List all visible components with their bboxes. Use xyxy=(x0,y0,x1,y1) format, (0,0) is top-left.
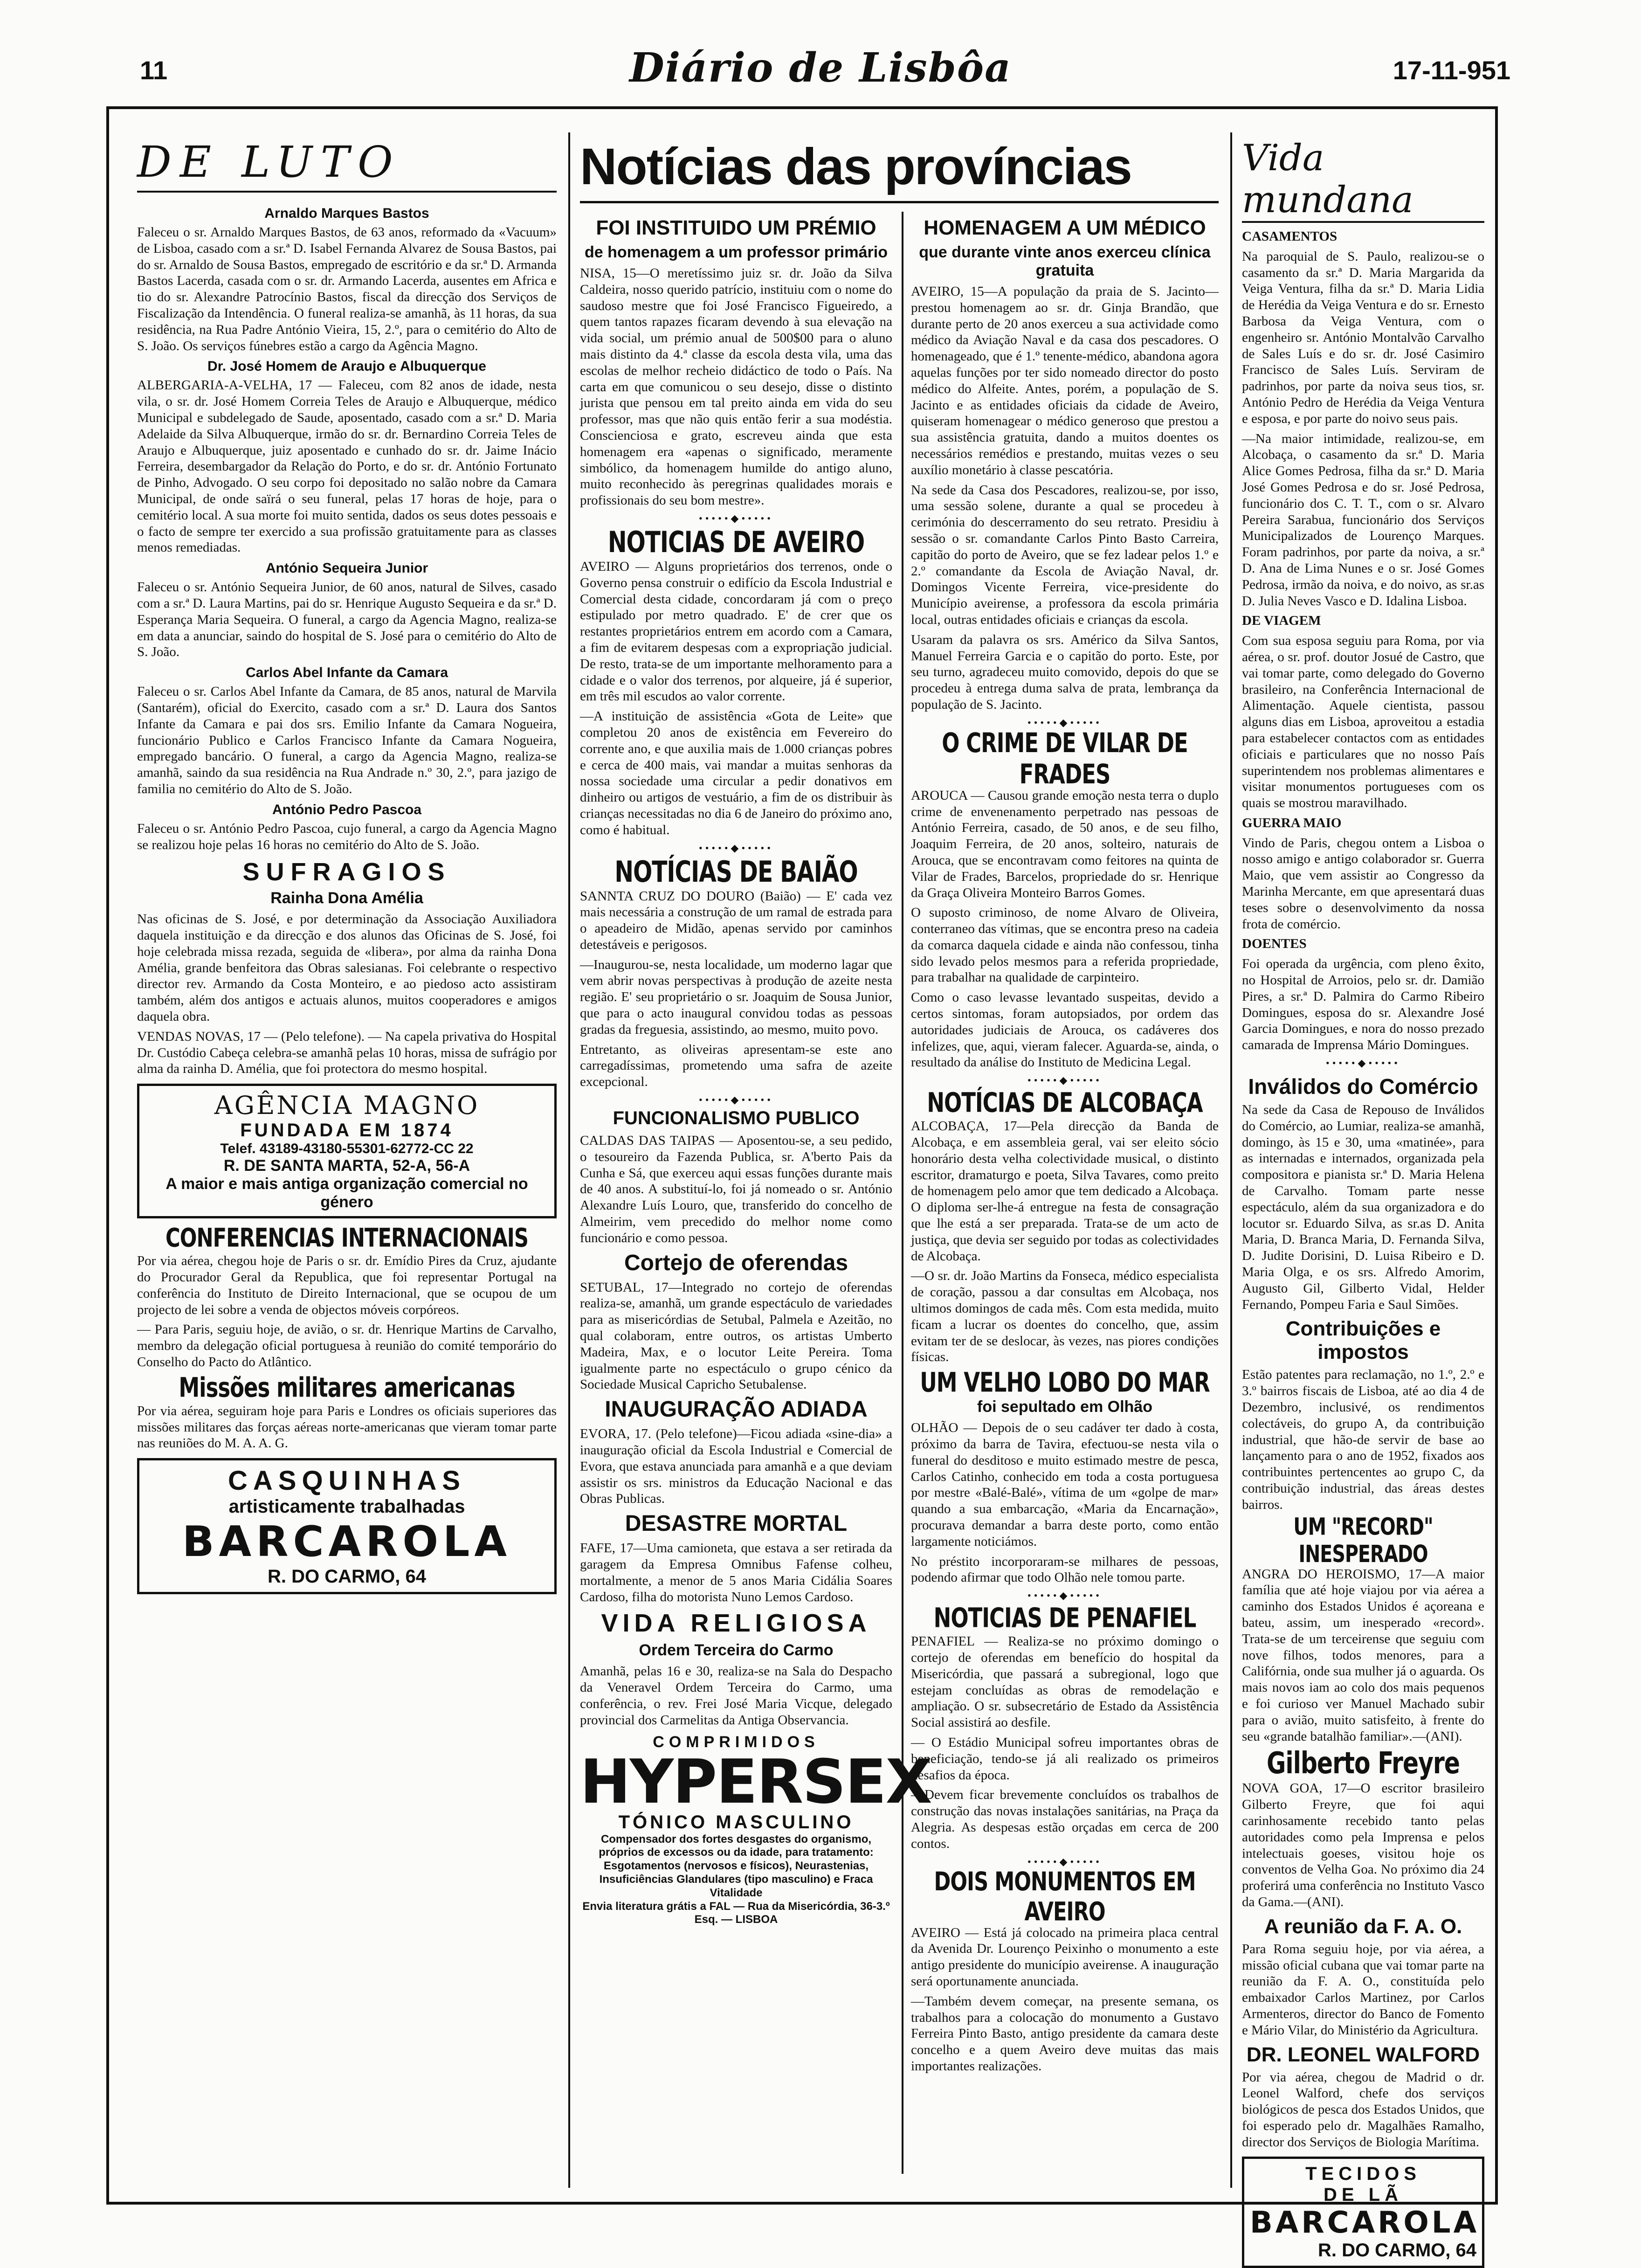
obituary-name: Arnaldo Marques Bastos xyxy=(264,206,429,221)
homenagem-subtitle: que durante vinte anos exerceu clínica gratuita xyxy=(919,243,1211,279)
baiao-text: Entretanto, as oliveiras apresentam-se este ano carregadíssimas, prometendo uma safra de azeite excepcional. xyxy=(580,1042,892,1090)
conferencias-text: — Para Paris, seguiu hoje, de avião, o sr. dr. Henrique Martins de Carvalho, membro da delegação oficial portuguesa à reunião do comité temporário do Conselho do Pacto do Atlântico. xyxy=(137,1322,557,1370)
monumentos-text: —Também devem começar, na presente semana, os trabalhos para a colocação do monumento a Gustavo Ferreira Pinto Basto, antigo presidente da camara deste concelho e a quem Aveiro deve muitas das mais importantes realizações. xyxy=(911,1993,1219,2074)
obituary-name: António Pedro Pascoa xyxy=(272,802,422,817)
separator: •••••◆••••• xyxy=(699,512,773,524)
ad-hypersex-contact: Envia literatura grátis a FAL — Rua da Misericórdia, 36-3.º Esq. — LISBOA xyxy=(582,1900,890,1926)
separator: •••••◆••••• xyxy=(699,842,773,854)
homenagem-text: Usaram da palavra os srs. Américo da Silva Santos, Manuel Ferreira Garcia e o capitão do porto. Este, por seu turno, agradeceu muito comovido, depois do que se procedeu à entrega duma salva de prata, lembrança da população de S. Jacinto. xyxy=(911,632,1219,712)
crime-text: Como o caso levasse levantado suspeitas, devido a certos sintomas, foram autopsiados, por ordem das autoridades judiciais de Arouca, os cadáveres dos infelizes, que, aqui, vieram falecer. Aguarda-se, ainda, o resultado da análise do Instituto de Medicina Legal. xyxy=(911,990,1219,1070)
ad-tecidos-line1: TECIDOS xyxy=(1305,2164,1421,2185)
baiao-title: NOTÍCIAS DE BAIÃO xyxy=(614,854,858,889)
casamentos-text: Na paroquial de S. Paulo, realizou-se o casamento da sr.ª D. Maria Margarida da Veiga Ventura, filha da sr.ª D. Maria Lidia de Herédia da Veiga Ventura e do sr. Ernesto Barbosa da Veiga Ventura, com o engenheiro sr. António Montalvão Carvalho de Sales Luís e do sr. dr. José Casimiro Francisco de Sales Luís. Serviram de padrinhos, por parte da noiva seus tios, sr. António Pedro de Herédia da Veiga Ventura e esposa, e por parte do noivo seus pais. xyxy=(1242,249,1484,426)
invalidos-text: Na sede da Casa de Repouso de Inválidos do Comércio, ao Lumiar, realiza-se amanhã, domingo, às 15 e 30, uma «matinée», para as internadas e internados, organizada pela compositora e pianista sr.ª D. Maria Helena de Carvalho. Tomam parte nesse espectáculo, além da sua organizadora e do locutor sr. Eduardo Silva, as sr.as D. Anita Maria, D. Branca Maria, D. Fernanda Silva, D. Judite Dorisini, D. Luisa Ribeiro e D. Maria Olga, e os srs. Alfredo Amorim, Augusto Gil, Gilberto Vidal, Helder Fernando, Pompeu Faria e Saul Simões. xyxy=(1242,1102,1484,1312)
gilberto-text: NOVA GOA, 17—O escritor brasileiro Gilberto Freyre, que foi aqui carinhosamente recebido tanto pelas autoridades como pela Imprensa e pelos intelectuais goeses, visitou hoje os conventos de Velha Goa. No próximo dia 24 proferirá uma conferência no Instituto Vasco da Gama.—(ANI). xyxy=(1242,1781,1484,1909)
walford-title: DR. LEONEL WALFORD xyxy=(1246,2043,1480,2066)
record-title: UM "RECORD" INESPERADO xyxy=(1293,1513,1433,1568)
ad-agencia-founded: FUNDADA EM 1874 xyxy=(240,1120,454,1141)
column-rule xyxy=(1230,132,1232,2188)
cortejo-title: Cortejo de oferendas xyxy=(624,1250,848,1275)
column-rule xyxy=(568,132,570,2188)
guerra-text: Vindo de Paris, chegou ontem a Lisboa o nosso amigo e antigo colaborador sr. Guerra Maio, que vem assistir ao Congresso da Marinha Mercante, em que apresentará duas teses sobre o desenvolvimento da nossa frota de comércio. xyxy=(1242,835,1484,932)
obituary-text: ALBERGARIA-A-VELHA, 17 — Faleceu, com 82 anos de idade, nesta vila, o sr. dr. José Homem Correia Teles de Araujo e Albuquerque, médico Municipal e subdelegado de Saude, aposentado, casado com a sr.ª D. Maria Adelaide da Silva Albuquerque, irmão do sr. dr. Bernardino Correia Teles de Araujo e Albuquerque, juiz aposentado e cunhado do sr. dr. Jaime Inácio Ferreira, desembargador da Relação do Porto, e do sr. dr. António Fortunato de Pinho, Advogado. O seu corpo foi depositado no salão nobre da Camara Municipal, de onde saïrá o seu funeral, pelas 17 horas de hoje, para o cemitério local. A sua morte foi muito sentida, dados os seus dotes pessoais e o facto de sempre ter exercido a sua profissão gratuitamente para as classes menos remediadas. xyxy=(137,378,557,555)
fao-text: Para Roma seguiu hoje, por via aérea, a missão oficial cubana que vai tomar parte na reunião da F. A. O., constituída pelo embaixador Carlos Martinez, por Carlos Armenteros, director do Banco de Fomento e Mário Vilar, do Ministério da Agricultura. xyxy=(1242,1941,1484,2038)
provincias-right-subcolumn xyxy=(911,216,1219,2078)
ad-hypersex-desc: Compensador dos fortes desgastes do organismo, próprios de excessos ou da idade, para tratamento: Esgotamentos (nervosos e físicos), Neurastenias, Insuficiências Glandulares (tipo masculino) e Fraca Vitalidade xyxy=(599,1832,874,1899)
column-right xyxy=(1242,137,1484,2261)
separator: •••••◆••••• xyxy=(1027,1074,1102,1086)
lobo-subtitle: foi sepultado em Olhão xyxy=(977,1398,1152,1416)
ad-casquinhas xyxy=(137,1458,557,1594)
homenagem-text: AVEIRO, 15—A população da praia de S. Jacinto—prestou homenagem ao sr. dr. Ginja Brandão, que durante perto de 20 anos exerceu a sua actividade como médico da Aviação Naval e da casa dos pescadores. O homenageado, que é 1.º tenente-médico, abandona agora aquelas funções por ter sido nomeado director do posto médico do Alfeite. Antes, porém, a população de S. Jacinto e as entidades oficiais da cidade de Aveiro, quiseram homenagear o médico generoso que prestou a sua assistência gratuita, dando a muitos doentes os necessários remédios e prestando, muitas vezes o seu auxílio monetário à classe pescatória. xyxy=(911,284,1219,477)
ad-tecidos-line2: DE LÃ xyxy=(1324,2185,1403,2206)
premio-subtitle: de homenagem a um professor primário xyxy=(585,243,888,261)
inauguracao-text: EVORA, 17. (Pelo telefone)—Ficou adiada «sine-dia» a inauguração oficial da Escola Industrial e Comercial de Evora, que estava anunciada para amanhã e a que deviam assistir os srs. ministros da Educação Nacional e das Obras Publicas. xyxy=(580,1426,892,1507)
guerra-label: GUERRA MAIO xyxy=(1242,815,1342,830)
sufragios-text: Nas oficinas de S. José, e por determinação da Associação Auxiliadora daquela instituição e da direcção e dos alunos das Oficinas de S. José, foi hoje celebrada missa rezada, seguida de «libera», por alma da rainha Dona Amélia, grande benfeitora das Obras salesianas. Foi celebrante o respectivo director rev. Armando da Costa Monteiro, e ao piedoso acto assistiram também, além dos antigos e actuais alunos, muitos cooperadores e amigos daquela obra. xyxy=(137,912,557,1024)
separator: •••••◆••••• xyxy=(1326,1057,1400,1069)
aveiro-text: —A instituição de assistência «Gota de Leite» que completou 20 anos de existência em Fevereiro do corrente ano, e que auxilia mais de 1.000 crianças pobres e cerca de 400 mais, vai mandar a muitas senhoras da nossa sociedade uma circular a pedir donativos em dinheiro ou artigos de vestuário, a fim de os distribuir às crianças necessitadas no dia 6 de Janeiro do próximo ano, como é habitual. xyxy=(580,709,893,837)
premio-text: NISA, 15—O meretíssimo juiz sr. dr. João da Silva Caldeira, nosso querido patrício, instituiu com o nome do saudoso mestre que foi José Francisco Figueiredo, a quem tantos rapazes ficaram devendo à sua elevação na vida social, um prémio anual de 500$00 para o aluno mais distinto da 4.ª classe da escola desta vila, uma das escolas de melhor recheio didáctico de todo o País. Na carta em que comunicou o seu desejo, disse o distinto jurista que pensou em tal preito ainda em vida do seu professor, mas que não quis então ferir a sua modéstia. Conscienciosa e grato, escreveu ainda que esta homenagem era «apenas o significado, meramente simbólico, da homenagem humilde do antigo aluno, muito reconhecido às peregrinas qualidades morais e profissionais do seu bom mestre». xyxy=(580,266,892,508)
ad-hypersex-brand: HYPERSEX xyxy=(580,1746,931,1817)
obituary-name: Carlos Abel Infante da Camara xyxy=(245,665,448,681)
lobo-text: No préstito incorporaram-se milhares de pessoas, podendo afirmar que todo Olhão nele tomou parte. xyxy=(911,1554,1219,1585)
invalidos-title: Inválidos do Comércio xyxy=(1248,1074,1478,1099)
casamentos-label: CASAMENTOS xyxy=(1242,229,1338,244)
page-number: 11 xyxy=(140,55,168,85)
inauguracao-title: INAUGURAÇÃO ADIADA xyxy=(605,1397,868,1422)
penafiel-title: NOTICIAS DE PENAFIEL xyxy=(933,1602,1196,1634)
ad-hypersex xyxy=(580,1733,931,1927)
fao-title: A reunião da F. A. O. xyxy=(1264,1915,1462,1938)
section-title-missoes: Missões militares americanas xyxy=(179,1372,515,1404)
alcobaca-text: ALCOBAÇA, 17—Pela direcção da Banda de Alcobaça, e em assembleia geral, vai ser eleito sócio honorário desta velha colectividade musical, o distinto escritor, dramaturgo e poeta, Silva Tavares, como preito de homenagem pelo amor que tem dedicado a Alcobaça. O diploma ser-lhe-á entregue na festa de consagração que lhe está a ser preparada. Trata-se de um acto de justiça, que devia ser seguido por todas as colectividades de Alcobaça. xyxy=(911,1119,1219,1264)
ad-hypersex-line3: TÓNICO MASCULINO xyxy=(618,1812,854,1832)
vida-religiosa-subtitle: Ordem Terceira do Carmo xyxy=(639,1641,834,1660)
viagem-label: DE VIAGEM xyxy=(1242,613,1321,629)
separator: •••••◆••••• xyxy=(1027,716,1102,728)
doentes-label: DOENTES xyxy=(1242,936,1307,952)
lobo-text: OLHÃO — Depois de o seu cadáver ter dado à costa, próximo da barra de Tavira, efectuou-se nesta vila o funeral do desditoso e muito estimado mestre de pesca, Carlos Catinho, conhecido em toda a costa portuguesa por mestre «Balé-Balé», vítima de um «golpe de mar» quando a sua embarcação, «Maria da Encarnação», procurava demandar a barra deste porto, como então largamente noticiámos. xyxy=(911,1420,1219,1549)
page-frame xyxy=(106,106,1498,2261)
separator: •••••◆••••• xyxy=(1027,1855,1102,1867)
missoes-text: Por via aérea, seguiram hoje para Paris e Londres os oficiais superiores das missões militares das forças aéreas norte-americanas que vieram tomar parte nas reuniões do M. A. A. G. xyxy=(137,1403,557,1451)
section-title-vida-mundana: Vida mundana xyxy=(1242,137,1484,223)
viagem-text: Com sua esposa seguiu para Roma, por via aérea, o sr. prof. doutor Josué de Castro, que vai tomar parte, como delegado do Governo brasileiro, na Conferência Internacional de Alimentação. Aquele cientista, passou alguns dias em Lisboa, aproveitou a estadia para estabelecer contactos com as entidades oficiais e particulares que no nosso País superintendem nos problemas alimentares e visitar monumentos portugueses com os quais se mostrou maravilhado. xyxy=(1242,633,1484,811)
baiao-text: SANNTA CRUZ DO DOURO (Baião) — E' cada vez mais necessária a construção de um ramal de estrada para o apeadeiro de Midão, apenas servido por caminhos detestáveis e perigosos. xyxy=(580,888,892,952)
crime-text: AROUCA — Causou grande emoção nesta terra o duplo crime de envenenamento perpetrado nas pessoas de António Ferreira, casado, de 50 anos, e de seu filho, Joaquim Ferreira, de 20 anos, solteiro, naturais de Arouca, que se encontravam como feitores na quinta de Vilar de Frades, Barcelos, propriedade do sr. Henrique da Graça Oliveira Monteiro Barros Gomes. xyxy=(911,788,1219,900)
homenagem-title: HOMENAGEM A UM MÉDICO xyxy=(924,216,1206,239)
ad-agencia-name: AGÊNCIA MAGNO xyxy=(214,1091,480,1120)
aveiro-text: AVEIRO — Alguns proprietários dos terrenos, onde o Governo pensa construir o edifício da Escola Industrial e Comercial desta cidade, concordaram já com o preço estipulado por metro quadrado. E' de crer que os restantes proprietários entrem em acordo com a Camara, a fim de evitarem despesas com a expropriação judicial. De resto, trata-se de um importante melhoramento para a cidade e o valor dos terrenos, por alqueire, já é superior, em três mil escudos ao valor corrente. xyxy=(580,559,892,704)
premio-title: FOI INSTITUIDO UM PRÉMIO xyxy=(596,216,876,239)
ad-tecidos-brand: BARCAROLA xyxy=(1250,2206,1480,2240)
penafiel-text: — O Estádio Municipal sofreu importantes obras de beneficiação, tendo-se já ali realizado os primeiros desafios da época. xyxy=(911,1735,1219,1783)
homenagem-text: Na sede da Casa dos Pescadores, realizou-se, por isso, uma sessão solene, durante a qual se procedeu à cerimónia do descerramento do seu retrato. Presidiu à sessão o sr. comandante Carlos Pinto Basto Carreira, capitão do porto de Aveiro, que se fez ladear pelos 1.º e 2.º comandante da Escola de Aviação Naval, dr. Domingos Vicente Ferreira, vice-presidente do Município aveirense, a professora da escola primária local, outras entidades oficiais e crianças da escola. xyxy=(911,482,1219,627)
obituary-name: Dr. José Homem de Araujo e Albuquerque xyxy=(207,359,486,374)
provincias-left-subcolumn xyxy=(580,216,931,1927)
penafiel-text: —Devem ficar brevemente concluídos os trabalhos de construção das novas instalações sanitárias, na Praça da Alegria. As despesas estão orçadas em cerca de 200 contos. xyxy=(911,1787,1219,1851)
ad-agencia-slogan: A maior e mais antiga organização comercial no género xyxy=(165,1175,528,1211)
monumentos-text: AVEIRO — Está já colocado na primeira placa central da Avenida Dr. Lourenço Peixinho o monumento a este antigo presidente do município aveirense. A inauguração será oportunamente anunciada. xyxy=(911,1925,1219,1989)
ad-casquinhas-title: CASQUINHAS xyxy=(228,1466,466,1496)
masthead xyxy=(0,0,1641,107)
obituary-text: Faleceu o sr. António Pedro Pascoa, cujo funeral, a cargo da Agencia Magno se realizou hoje pelas 16 horas no cemitério do Alto de S. João. xyxy=(137,821,557,852)
sufragios-subtitle: Rainha Dona Amélia xyxy=(270,889,423,907)
ad-casquinhas-address: R. DO CARMO, 64 xyxy=(267,1566,427,1587)
ad-tecidos-address: R. DO CARMO, 64 xyxy=(1317,2240,1476,2261)
walford-text: Por via aérea, chegou de Madrid o dr. Leonel Walford, chefe dos serviços biológicos de pesca dos Estados Unidos, que foi esperado pelo dr. Magalhães Ramalho, director dos Serviços de Biologia Marítima. xyxy=(1242,2069,1484,2150)
casamentos-text: —Na maior intimidade, realizou-se, em Alcobaça, o casamento da sr.ª D. Maria Alice Gomes Pedrosa, filha da sr.ª D. Maria José Gomes Pedrosa e do sr. José Pedrosa, funcionário dos C. T. T., com o sr. Alvaro Pereira Sarabua, funcionário dos Serviços Municipalizados de Lourenço Marques. Foram padrinhos, por parte da noiva, a sr.ª D. Ana de Lima Nunes e o sr. José Gomes Pedrosa, irmão da noiva, e do noivo, as sr.as D. Julia Neves Vasco e D. Idalina Lisboa. xyxy=(1242,431,1484,608)
alcobaca-title: NOTÍCIAS DE ALCOBAÇA xyxy=(927,1087,1203,1119)
obituary-name: António Sequeira Junior xyxy=(265,560,428,576)
vida-religiosa-title: VIDA RELIGIOSA xyxy=(601,1609,871,1638)
section-title-luto: DE LUTO xyxy=(137,137,557,193)
section-title-sufragios: SUFRAGIOS xyxy=(242,858,451,886)
section-title-conferencias: CONFERENCIAS INTERNACIONAIS xyxy=(165,1223,528,1253)
aveiro-title: NOTICIAS DE AVEIRO xyxy=(607,525,865,559)
ad-tecidos xyxy=(1242,2157,1484,2268)
alcobaca-text: —O sr. dr. João Martins da Fonseca, médico especialista de coração, passou a dar consultas em Alcobaça, nos ultimos domingos de cada mês. Com esta medida, muito ficam a lucrar os doentes do concelho, que, assim evitam ter de se deslocar, às vezes, nas piores condições físicas. xyxy=(911,1268,1219,1365)
ad-hypersex-line1: COMPRIMIDOS xyxy=(653,1733,820,1751)
crime-text: O suposto criminoso, de nome Alvaro de Oliveira, conterraneo das vítimas, que se encontra preso na cadeia da comarca daquela cidade e ainda não confessou, tinha sido levado pelos mesmos para a referida propriedade, para trabalhar na qualidade de carpinteiro. xyxy=(911,905,1219,985)
desastre-title: DESASTRE MORTAL xyxy=(625,1511,848,1536)
sufragios-text: VENDAS NOVAS, 17 — (Pelo telefone). — Na capela privativa do Hospital Dr. Custódio Cabeça celebra-se amanhã pelas 10 horas, missa de sufrágio por alma da rainha D. Amélia, que foi protectora do mesmo hospital. xyxy=(137,1029,557,1077)
newspaper-title: Diário de Lisbôa xyxy=(629,44,1012,91)
obituary-text: Faleceu o sr. Carlos Abel Infante da Camara, de 85 anos, natural de Marvila (Santarém), oficial do Exercito, casado com a sr.ª D. Laura dos Santos Infante da Camara e pai dos srs. Emilio Infante da Camara Nogueira, funcionário Publico e Carlos Francisco Infante da Camara Nogueira, empregado bancário. O funeral, a cargo da Agencia Magno, realiza-se amanhã, saindo da sua residência na Rua Andrade n.º 30, 2.º, para jazigo de familia no cemitério do Alto de S. João. xyxy=(137,684,557,796)
vida-religiosa-text: Amanhã, pelas 16 e 30, realiza-se na Sala do Despacho da Veneravel Ordem Terceira do Carmo, uma conferência, o rev. Frei José Maria Vicque, delegado provincial dos Carmelitas da Antiga Observancia. xyxy=(580,1664,892,1728)
column-rule xyxy=(902,212,903,2174)
gilberto-title: Gilberto Freyre xyxy=(1267,1746,1460,1781)
monumentos-title: DOIS MONUMENTOS EM AVEIRO xyxy=(934,1867,1196,1927)
lobo-title: UM VELHO LOBO DO MAR xyxy=(920,1367,1210,1398)
cortejo-text: SETUBAL, 17—Integrado no cortejo de oferendas realiza-se, amanhã, um grande espectáculo de variedades para as misericórdias de Setubal, Palmela e Azeitão, no qual colaboram, entre outros, os artistas Umberto Madeira, Max, e o locutor Leite Pereira. Toma igualmente parte no espectáculo o grupo cénico da Sociedade Musical Capricho Setubalense. xyxy=(580,1279,892,1392)
contribuicoes-text: Estão patentes para reclamação, no 1.º, 2.º e 3.º bairros fiscais de Lisboa, até ao dia 4 de Dezembro, inclusivé, os rendimentos colectáveis, do grupo A, da contribuição industrial, que hão-de servir de base ao lançamento para o ano de 1952, fixados aos contribuintes pertencentes ao grupo C, da contribuição industrial, das áreas destes bairros. xyxy=(1242,1367,1484,1512)
conferencias-text: Por via aérea, chegou hoje de Paris o sr. dr. Emídio Pires da Cruz, ajudante do Procurador Geral da Republica, que foi representar Portugal na conferência do Instituto de Direito Internacional, que se ocupou de um projecto de lei sobre a venda de objectos móveis corpóreos. xyxy=(137,1253,557,1317)
desastre-text: FAFE, 17—Uma camioneta, que estava a ser retirada da garagem da Empresa Omnibus Fafense colheu, mortalmente, a menor de 5 anos Maria Cidália Soares Cardoso, filha do motorista Nuno Lemos Cardoso. xyxy=(580,1541,892,1604)
doentes-text: Foi operada da urgência, com pleno êxito, no Hospital de Arroios, pelo sr. dr. Damião Pires, a sr.ª D. Palmira do Carmo Ribeiro Domingues, esposa do sr. Alexandre José Garcia Domingues, e nora do nosso prezado camarada de Imprensa Mário Domingues. xyxy=(1242,956,1484,1053)
crime-title: O CRIME DE VILAR DE FRADES xyxy=(942,727,1188,790)
separator: •••••◆••••• xyxy=(1027,1590,1102,1602)
column-left xyxy=(137,137,557,2188)
contribuicoes-title: Contribuições e impostos xyxy=(1285,1317,1441,1364)
issue-date: 17-11-951 xyxy=(1393,55,1510,85)
penafiel-text: PENAFIEL — Realiza-se no próximo domingo o cortejo de oferendas em benefício do hospital da Misericórdia, que passará a subregional, logo que estejam concluídas as obras de remodelação e ampliação. O sr. subsecretário de Estado da Assistência Social assistirá ao desfile. xyxy=(911,1634,1219,1730)
separator: •••••◆••••• xyxy=(699,1094,773,1106)
section-title-provincias: Notícias das províncias xyxy=(580,137,1219,203)
funcionalismo-text: CALDAS DAS TAIPAS — Aposentou-se, a seu pedido, o tesoureiro da Fazenda Publica, sr. A'berto Pais da Cunha e Sá, que exerceu aqui essas funções durante mais de 40 anos. A substituí-lo, foi já nomeado o sr. António Alexandre Luís Louro, que, transferido do concelho de Almeirim, vem precedido do melhor nome como funcionário e como pessoa. xyxy=(580,1133,892,1245)
ad-casquinhas-brand: BARCAROLA xyxy=(182,1517,512,1567)
funcionalismo-title: FUNCIONALISMO PUBLICO xyxy=(613,1108,860,1129)
ad-agencia-phones: Telef. 43189-43180-55301-62772-CC 22 xyxy=(220,1141,474,1157)
baiao-text: —Inaugurou-se, nesta localidade, um moderno lagar que vem abrir novas perspectivas à produção de azeite nesta região. E' seu proprietário o sr. Joaquim de Sousa Junior, que para o acto inaugural convidou todas as pessoas gradas da freguesia, assistindo, ao mesmo, muito povo. xyxy=(580,957,892,1037)
ad-casquinhas-sub: artisticamente trabalhadas xyxy=(228,1496,465,1517)
column-center xyxy=(580,137,1219,2188)
ad-agencia-magno xyxy=(137,1084,557,1218)
obituary-text: Faleceu o sr. Arnaldo Marques Bastos, de 63 anos, reformado da «Vacuum» de Lisboa, casado com a sr.ª D. Isabel Fernanda Alvarez de Sousa Bastos, pai do sr. Arnaldo de Sousa Bastos, empregado de escritório e da sr.ª D. Armanda Bastos Lacerda, casada com o sr. dr. Armando Lacerda, ausentes em Africa e tio do sr. Alexandre Patrocínio Bastos, fiscal da direcção dos Serviços de Fiscalização da Intendência. O funeral realiza-se amanhã, às 11 horas, da sua residência, na Rua Padre António Vieira, 15, 2.º, para o cemitério do Alto de S. João. Os serviços fúnebres estão a cargo da Agência Magno. xyxy=(137,225,557,353)
record-text: ANGRA DO HEROISMO, 17—A maior família que até hoje viajou por via aérea a caminho dos Estados Unidos é açoreana e bateu, assim, um inesperado «record». Trata-se de um terceirense que seguiu com nove filhos, todos menores, para a Califórnia, onde sua mulher já o aguarda. Os mais novos iam ao colo dos mais pequenos e foi curioso ver Manuel Machado subir para o avião, muito satisfeito, à frente do seu «grande batalhão familiar».—(ANI). xyxy=(1242,1566,1484,1744)
obituary-text: Faleceu o sr. António Sequeira Junior, de 60 anos, natural de Silves, casado com a sr.ª D. Laura Martins, pai do sr. Henrique Augusto Sequeira e da sr.ª D. Esperança Maria Sequeira. O funeral, a cargo da Agencia Magno, realiza-se em data a anunciar, saindo do hospital de S. José para o cemitério do Alto de S. João. xyxy=(137,580,557,660)
ad-agencia-address: R. DE SANTA MARTA, 52-A, 56-A xyxy=(223,1157,470,1175)
